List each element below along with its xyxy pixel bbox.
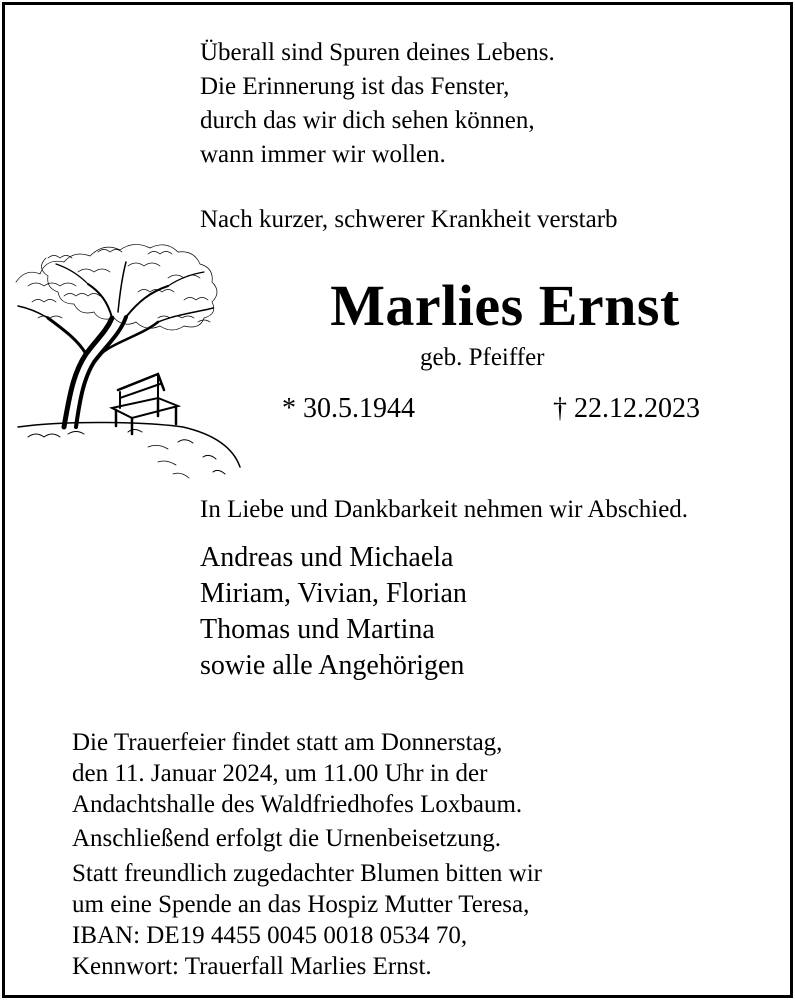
- poem-line: durch das wir dich sehen können,: [200, 107, 535, 134]
- mourner-line: Thomas und Martina: [200, 614, 435, 645]
- maiden-name: geb. Pfeiffer: [420, 344, 545, 371]
- intro-text: Nach kurzer, schwerer Krankheit verstarb: [200, 206, 618, 233]
- death-date: † 22.12.2023: [553, 393, 700, 424]
- donation-line: um eine Spende an das Hospiz Mutter Teresa,: [72, 891, 530, 918]
- mourner-line: Andreas und Michaela: [200, 542, 454, 573]
- burial-text: Anschließend erfolgt die Urnenbeisetzung.: [72, 825, 502, 852]
- deceased-name: Marlies Ernst: [330, 273, 680, 338]
- poem-line: Überall sind Spuren deines Lebens.: [200, 39, 555, 66]
- donation-line: Kennwort: Trauerfall Marlies Ernst.: [72, 953, 432, 980]
- tree-bench-illustration: [8, 222, 244, 484]
- ceremony-line: Andachtshalle des Waldfriedhofes Loxbaum.: [72, 791, 523, 818]
- mourner-line: Miriam, Vivian, Florian: [200, 578, 467, 609]
- ceremony-line: den 11. Januar 2024, um 11.00 Uhr in der: [72, 760, 488, 787]
- poem-line: wann immer wir wollen.: [200, 141, 446, 168]
- mourner-line: sowie alle Angehörigen: [200, 650, 465, 681]
- birth-date: * 30.5.1944: [282, 393, 415, 424]
- farewell-text: In Liebe und Dankbarkeit nehmen wir Abschied.: [200, 496, 689, 523]
- donation-line: IBAN: DE19 4455 0045 0018 0534 70,: [72, 922, 468, 949]
- ceremony-line: Die Trauerfeier findet statt am Donnerstag,: [72, 729, 503, 756]
- donation-line: Statt freundlich zugedachter Blumen bitten wir: [72, 860, 542, 887]
- poem-line: Die Erinnerung ist das Fenster,: [200, 73, 510, 100]
